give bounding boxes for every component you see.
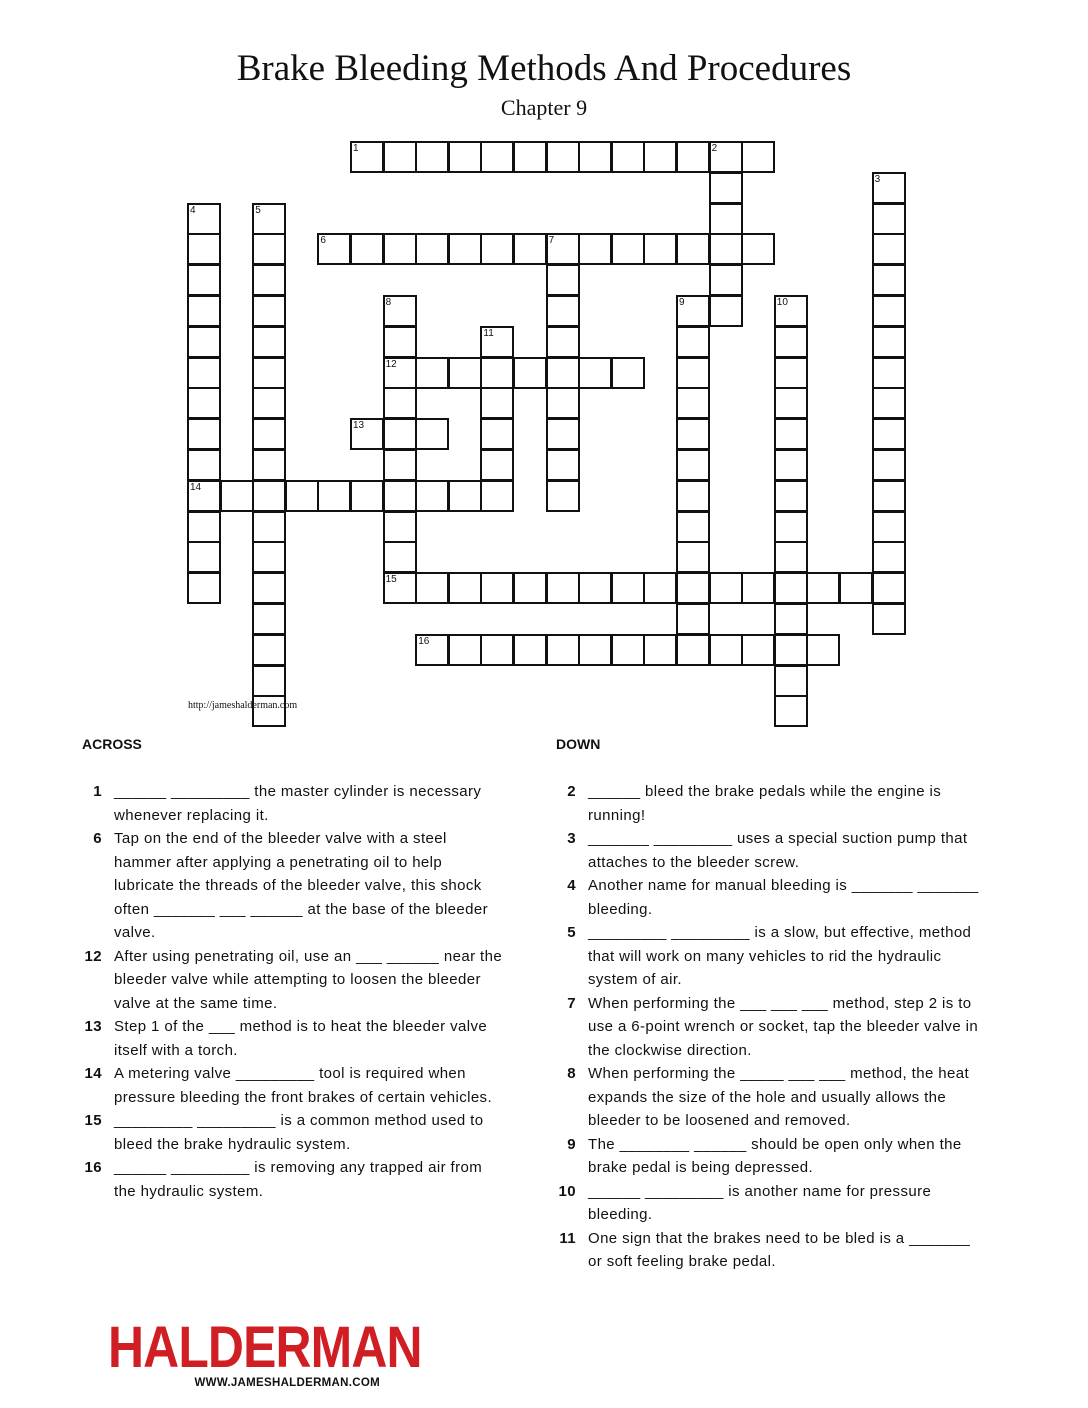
grid-cell[interactable] (480, 418, 514, 450)
grid-cell[interactable] (676, 572, 710, 604)
grid-cell[interactable] (480, 233, 514, 265)
clue-number: 2 (711, 143, 718, 154)
grid-cell[interactable] (448, 572, 482, 604)
clue-number: 12 (385, 358, 397, 370)
grid-cell[interactable] (546, 357, 580, 389)
grid-cell[interactable] (448, 233, 482, 265)
grid-cell[interactable] (480, 387, 514, 419)
grid-cell[interactable] (709, 295, 743, 327)
grid-cell[interactable] (220, 480, 254, 512)
grid-cell[interactable] (578, 233, 612, 265)
clue-number: 4 (190, 204, 196, 216)
grid-cell[interactable] (546, 572, 580, 604)
grid-cell[interactable] (676, 295, 710, 327)
grid-cell[interactable] (676, 233, 710, 265)
grid-cell[interactable] (546, 233, 580, 265)
grid-cell[interactable] (611, 572, 645, 604)
grid-cell[interactable] (187, 418, 221, 450)
grid-cell[interactable] (187, 572, 221, 604)
grid-cell[interactable] (872, 233, 906, 265)
grid-cell[interactable] (383, 141, 417, 173)
grid-cell[interactable] (774, 480, 808, 512)
grid-cell[interactable] (741, 634, 775, 666)
grid-cell[interactable] (741, 572, 775, 604)
clue-across-6: 6 Tap on the end of the bleeder valve with a steel hammer after applying a penetrating oil to help lubricate the threads of the bleeder valve, this shock often _______ ___ ______ at the base of the bleeder valve. (93, 830, 489, 941)
grid-cell[interactable] (513, 233, 547, 265)
clue-down-4: 4 Another name for manual bleeding is _______ _______ bleeding. (567, 877, 979, 918)
grid-cell[interactable] (252, 326, 286, 358)
grid-cell[interactable] (709, 264, 743, 296)
grid-cell[interactable] (513, 141, 547, 173)
across-heading: ACROSS (82, 736, 142, 752)
grid-cell[interactable] (252, 295, 286, 327)
grid-cell[interactable] (872, 264, 906, 296)
grid-cell[interactable] (774, 572, 808, 604)
grid-cell[interactable] (546, 264, 580, 296)
across-clue-list (82, 780, 507, 1203)
clue-across-1: 1 ______ _________ the master cylinder is necessary whenever replacing it. (93, 783, 482, 824)
clue-across-13: 13 Step 1 of the ___ method is to heat the bleeder valve itself with a torch. (84, 1018, 488, 1059)
grid-cell[interactable] (187, 233, 221, 265)
clue-number: 1 (353, 143, 359, 154)
clue-across-14: 14 A metering valve _________ tool is required when pressure bleeding the front brakes of certain vehicles. (84, 1065, 493, 1106)
grid-cell[interactable] (546, 634, 580, 666)
grid-cell[interactable] (252, 634, 286, 666)
grid-cell[interactable] (676, 541, 710, 573)
grid-cell[interactable] (285, 480, 319, 512)
grid-cell[interactable] (546, 326, 580, 358)
grid-cell[interactable] (774, 449, 808, 481)
grid-cell[interactable] (839, 572, 873, 604)
grid-cell[interactable] (383, 387, 417, 419)
grid-cell[interactable] (317, 480, 351, 512)
grid-cell[interactable] (252, 480, 286, 512)
grid-cell[interactable] (872, 572, 906, 604)
grid-cell[interactable] (578, 357, 612, 389)
grid-cell[interactable] (872, 326, 906, 358)
grid-cell[interactable] (383, 572, 417, 604)
grid-cell[interactable] (448, 480, 482, 512)
grid-cell[interactable] (676, 603, 710, 635)
grid-cell[interactable] (383, 511, 417, 543)
grid-cell[interactable] (774, 695, 808, 727)
grid-cell[interactable] (415, 357, 449, 389)
grid-cell[interactable] (676, 141, 710, 173)
down-clue-list (556, 780, 981, 1274)
clue-number: 11 (483, 327, 494, 339)
grid-cell[interactable] (350, 480, 384, 512)
grid-cell[interactable] (187, 541, 221, 573)
grid-cell[interactable] (480, 326, 514, 358)
grid-cell[interactable] (676, 387, 710, 419)
grid-cell[interactable] (480, 480, 514, 512)
grid-cell[interactable] (187, 387, 221, 419)
grid-cell[interactable] (676, 449, 710, 481)
grid-cell[interactable] (774, 603, 808, 635)
grid-cell[interactable] (252, 541, 286, 573)
grid-cell[interactable] (709, 634, 743, 666)
grid-cell[interactable] (872, 418, 906, 450)
logo-wordmark: HALDERMAN (108, 1315, 422, 1380)
grid-cell[interactable] (676, 357, 710, 389)
clue-across-16: 16 ______ _________ is removing any trapped air from the hydraulic system. (84, 1159, 483, 1200)
grid-cell[interactable] (415, 141, 449, 173)
grid-cell[interactable] (546, 295, 580, 327)
grid-cell[interactable] (383, 480, 417, 512)
clue-across-15: 15 _________ _________ is a common method used to bleed the brake hydraulic system. (84, 1112, 484, 1153)
grid-cell[interactable] (252, 511, 286, 543)
grid-cell[interactable] (774, 634, 808, 666)
grid-cell[interactable] (252, 203, 286, 235)
page-subtitle: Chapter 9 (500, 95, 588, 120)
grid-cell[interactable] (480, 357, 514, 389)
grid-cell[interactable] (872, 295, 906, 327)
grid-cell[interactable] (448, 141, 482, 173)
grid-cell[interactable] (741, 141, 775, 173)
grid-cell[interactable] (252, 665, 286, 697)
grid-cell[interactable] (252, 603, 286, 635)
grid-cell[interactable] (252, 387, 286, 419)
grid-cell[interactable] (187, 449, 221, 481)
grid-cell[interactable] (383, 449, 417, 481)
grid-cell[interactable] (774, 511, 808, 543)
clue-down-9: 9 The ________ ______ should be open only when the brake pedal is being depressed. (567, 1135, 962, 1176)
grid-cell[interactable] (350, 233, 384, 265)
grid-cell[interactable] (709, 203, 743, 235)
grid-cell[interactable] (611, 233, 645, 265)
grid-cell[interactable] (187, 295, 221, 327)
grid-cell[interactable] (774, 418, 808, 450)
clue-number: 6 (320, 235, 326, 247)
grid-cell[interactable] (415, 634, 449, 666)
grid-cell[interactable] (774, 295, 808, 327)
grid-cell[interactable] (383, 233, 417, 265)
grid-cell[interactable] (415, 418, 449, 450)
clue-down-3: 3 _______ _________ uses a special suction pump that attaches to the bleeder screw. (567, 830, 968, 871)
grid-cell[interactable] (546, 449, 580, 481)
grid-cell[interactable] (774, 541, 808, 573)
grid-cell[interactable] (643, 233, 677, 265)
grid-cell[interactable] (872, 541, 906, 573)
grid-cell[interactable] (415, 233, 449, 265)
grid-cell[interactable] (480, 141, 514, 173)
clue-number: 8 (385, 297, 392, 308)
grid-cell[interactable] (480, 572, 514, 604)
grid-cell[interactable] (187, 326, 221, 358)
grid-cell[interactable] (415, 480, 449, 512)
grid-cell[interactable] (187, 357, 221, 389)
grid-cell[interactable] (709, 172, 743, 204)
grid-cell[interactable] (252, 233, 286, 265)
grid-cell[interactable] (252, 572, 286, 604)
grid-cell[interactable] (415, 572, 449, 604)
grid-cell[interactable] (187, 203, 221, 235)
halderman-logo (108, 1315, 422, 1390)
grid-cell[interactable] (578, 572, 612, 604)
grid-cell[interactable] (774, 387, 808, 419)
grid-cell[interactable] (872, 387, 906, 419)
clue-across-12: 12 After using penetrating oil, use an ___ ______ near the bleeder valve while attempting to loosen the bleeder valve at the same time. (84, 947, 503, 1012)
grid-cell[interactable] (676, 511, 710, 543)
grid-cell[interactable] (774, 326, 808, 358)
grid-cell[interactable] (709, 572, 743, 604)
grid-cell[interactable] (317, 233, 351, 265)
grid-cell[interactable] (611, 141, 645, 173)
source-url: http://jameshalderman.com (188, 700, 298, 711)
clue-down-10: 10 ______ _________ is another name for pressure bleeding. (558, 1182, 932, 1223)
grid-cell[interactable] (872, 511, 906, 543)
clue-number: 16 (418, 635, 430, 647)
grid-cell[interactable] (872, 203, 906, 235)
clue-number: 7 (548, 235, 555, 247)
clue-down-2: 2 ______ bleed the brake pedals while the engine is running! (567, 783, 942, 824)
clue-down-5: 5 _________ _________ is a slow, but effective, method that will work on many vehicles to rid the hydraulic system of air. (567, 924, 972, 988)
grid-cell[interactable] (546, 141, 580, 173)
grid-cell[interactable] (643, 634, 677, 666)
grid-cell[interactable] (448, 634, 482, 666)
grid-cell[interactable] (252, 418, 286, 450)
grid-cell[interactable] (806, 572, 840, 604)
grid-cell[interactable] (448, 357, 482, 389)
grid-cell[interactable] (252, 264, 286, 296)
grid-cell[interactable] (546, 418, 580, 450)
grid-cell[interactable] (872, 449, 906, 481)
clue-number: 10 (776, 297, 788, 308)
clue-number: 3 (874, 173, 881, 185)
grid-cell[interactable] (741, 233, 775, 265)
grid-cell[interactable] (252, 449, 286, 481)
grid-cell[interactable] (187, 511, 221, 543)
grid-cell[interactable] (578, 141, 612, 173)
grid-cell[interactable] (546, 480, 580, 512)
clue-number: 13 (353, 420, 365, 432)
grid-cell[interactable] (676, 480, 710, 512)
grid-cell[interactable] (383, 418, 417, 450)
grid-cell[interactable] (513, 357, 547, 389)
clue-down-7: 7 When performing the ___ ___ ___ method, step 2 is to use a 6-point wrench or socket, tap the bleeder valve in the clockwise direction. (567, 994, 979, 1059)
grid-cell[interactable] (383, 295, 417, 327)
grid-cell[interactable] (872, 172, 906, 204)
grid-cell[interactable] (709, 233, 743, 265)
grid-cell[interactable] (578, 634, 612, 666)
grid-cell[interactable] (480, 449, 514, 481)
grid-cell[interactable] (546, 387, 580, 419)
grid-cell[interactable] (187, 264, 221, 296)
grid-cell[interactable] (350, 418, 384, 450)
grid-cell[interactable] (187, 480, 221, 512)
grid-cell[interactable] (611, 357, 645, 389)
grid-cell[interactable] (383, 326, 417, 358)
down-heading: DOWN (556, 736, 601, 752)
grid-cell[interactable] (480, 634, 514, 666)
grid-cell[interactable] (872, 480, 906, 512)
grid-cell[interactable] (643, 141, 677, 173)
clue-down-11: 11 One sign that the brakes need to be bled is a _______ or soft feeling brake pedal. (559, 1229, 971, 1270)
logo-url: WWW.JAMESHALDERMAN.COM (194, 1377, 380, 1389)
clue-down-8: 8 When performing the _____ ___ ___ method, the heat expands the size of the hole and usually allows the bleeder to be loosened and removed. (567, 1065, 970, 1129)
grid-cell[interactable] (676, 418, 710, 450)
page-title: Brake Bleeding Methods And Procedures (236, 48, 852, 89)
grid-cell[interactable] (643, 572, 677, 604)
grid-cell[interactable] (350, 141, 384, 173)
grid-cell[interactable] (709, 141, 743, 173)
grid-cell[interactable] (513, 634, 547, 666)
grid-cell[interactable] (676, 326, 710, 358)
grid-cell[interactable] (611, 634, 645, 666)
clue-number: 14 (190, 481, 202, 493)
grid-cell[interactable] (252, 357, 286, 389)
grid-cell[interactable] (383, 541, 417, 573)
grid-cell[interactable] (872, 603, 906, 635)
clue-number: 15 (385, 574, 397, 586)
grid-cell[interactable] (774, 357, 808, 389)
grid-cell[interactable] (872, 357, 906, 389)
clue-number: 5 (255, 204, 261, 216)
grid-cell[interactable] (676, 634, 710, 666)
grid-cell[interactable] (513, 572, 547, 604)
grid-cell[interactable] (774, 665, 808, 697)
grid-cell[interactable] (383, 357, 417, 389)
clue-number: 9 (679, 297, 685, 308)
grid-cell[interactable] (806, 634, 840, 666)
